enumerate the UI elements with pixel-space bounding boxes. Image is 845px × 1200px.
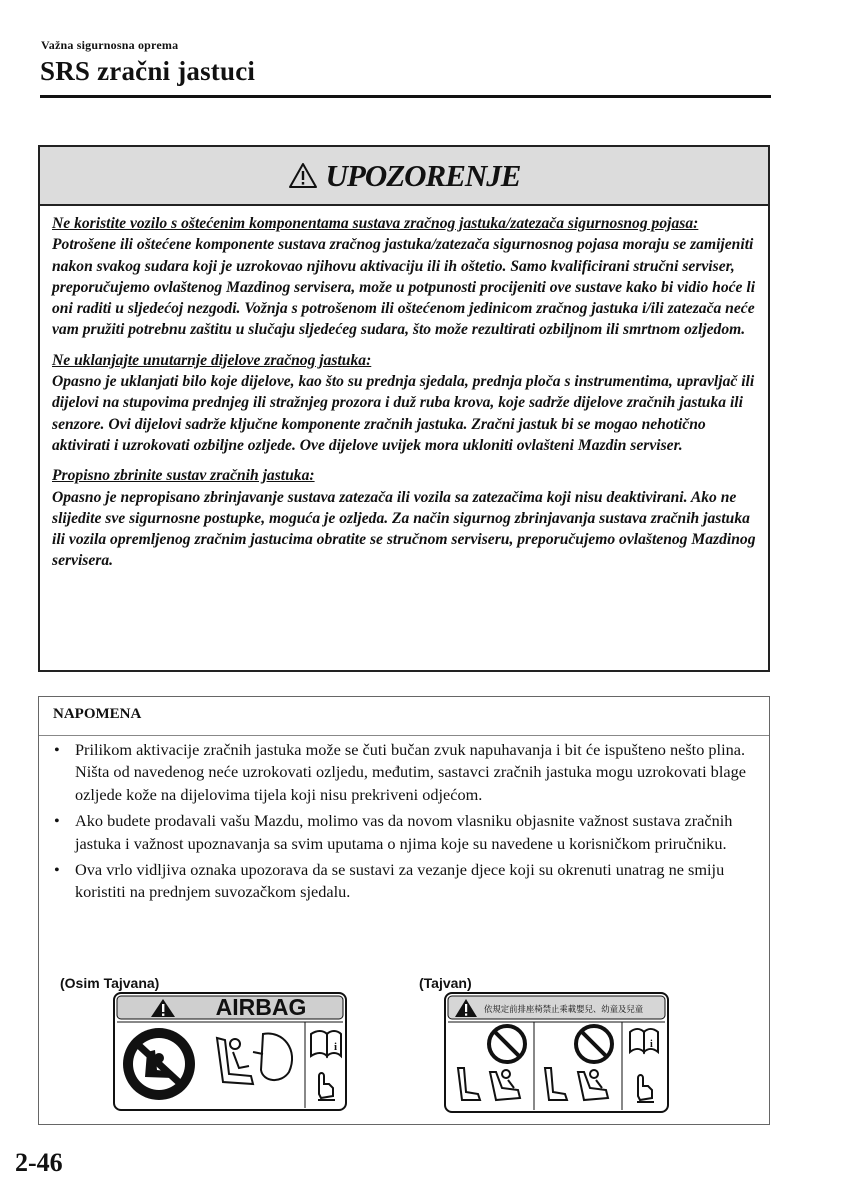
note-item-text: Prilikom aktivacije zračnih jastuka može se čuti bučan zvuk napuhavanja i bit će ispušteno nešto plina. Ništa od navedenog neće uzrokovati ozljedu, međutim, sastavci zračnih jastuka mogu uzrokovati blage ozljede kože na dijelovima tijela koji nisu prekriveni odjećom. [75,740,746,804]
taiwan-warning-label [444,992,669,1113]
label-caption-left: (Osim Tajvana) [60,975,160,991]
warning-triangle-icon [288,162,318,189]
warning-header [40,147,768,206]
warning-paragraph [52,213,758,341]
title-divider [40,95,771,98]
warning-paragraph [52,350,758,456]
note-header [39,697,769,736]
bullet-icon: • [54,811,60,831]
warning-heading: Ne uklanjajte unutarnje dijelove zračnog jastuka: [52,351,372,369]
svg-text:i: i [334,1041,338,1053]
no-child-seat-icon [123,1028,195,1100]
warning-text: Opasno je uklanjati bilo koje dijelove, kao što su prednja sjedala, prednja ploča s instrumentima, upravljač ili dijelovi na stupovima prednjeg ili stražnjeg prozora i duž ruba krova, koje sadrže dijelove zračnih jastuka ili senzore. Ovi dijelovi sadrže ključne komponente zračnih jastuka. Zračni jastuk bi se mogao nehotično aktivirati i uzrokovati ozbiljne ozljede. Ove dijelove uvijek mora ukloniti ovlašteni Mazdin serviser. [52,373,755,454]
bullet-icon: • [54,740,60,759]
page-title: SRS zračni jastuci [40,56,256,86]
list-item [53,810,759,855]
warning-text: Potrošene ili oštećene komponente sustava zračnog jastuka/zatezača sigurnosnog pojasa moraju se zamijeniti nakon svakog sudara koji je uzrokovao njihovu aktivaciju ili ih oštetio. Samo kvalificirani stručni serviser, preporučujemo ovlaštenog Mazdinog servisera, može u potpunosti procijeniti ove sustave kako bi vidio hoće li oni raditi u sljedećoj nezgodi. Vožnja s potrošenom ili oštećenom jedinicom zračnog jastuka i/ili zatezača neće vam pružiti potrebnu zaštitu u slučaju sljedećeg sudara, što može rezultirati ozbiljnom ili smrtnom ozljedom. [52,236,756,339]
section-label: Važna sigurnosna oprema [41,38,179,52]
warning-box [38,145,770,672]
taiwan-label-text: 依規定前排座椅禁止乘載嬰兒、幼童及兒童 [484,1004,644,1014]
airbag-warning-label [113,992,347,1111]
list-item [53,739,759,806]
warning-heading: Propisno zbrinite sustav zračnih jastuka: [52,467,315,485]
bullet-icon: • [54,860,60,880]
warning-title: UPOZORENJE [325,157,521,193]
note-title: NAPOMENA [53,706,142,722]
warning-text: Opasno je nepropisano zbrinjavanje sustava zatezača ili vozila sa zatezačima koji nisu deaktivirani. Ako ne slijedite sve sigurnosne postupke, moguća je ozljeda. Za način sigurnog zbrinjavanja sustava zračnih jastuka ili vozila opremljenog zračnim jastucima obratite se stručnom serviseru, preporučujemo ovlaštenog Mazdinog servisera. [52,488,756,570]
airbag-label-text: AIRBAG [215,994,307,1020]
note-item-text: Ako budete prodavali vašu Mazdu, molimo vas da novom vlasniku objasnite važnost sustava zračnih jastuka i važnost upoznavanja sa svim uputama o njima koje su navedene u korisničkom priručniku. [75,811,733,853]
warning-paragraph [52,465,758,571]
warning-heading: Ne koristite vozilo s oštećenim komponentama sustava zračnog jastuka/zatezača sigurnosnog pojasa: [52,215,699,232]
list-item [53,859,759,904]
note-item-text: Ova vrlo vidljiva oznaka upozorava da se sustavi za vezanje djece koji su okrenuti unatrag ne smiju koristiti na prednjem suvozačkom sjedalu. [75,860,725,902]
warning-body [52,213,758,581]
label-caption-right: (Tajvan) [419,975,472,991]
page-number: 2-46 [15,1148,63,1177]
note-list [53,739,759,908]
svg-text:i: i [650,1039,653,1050]
note-box [38,696,770,1125]
